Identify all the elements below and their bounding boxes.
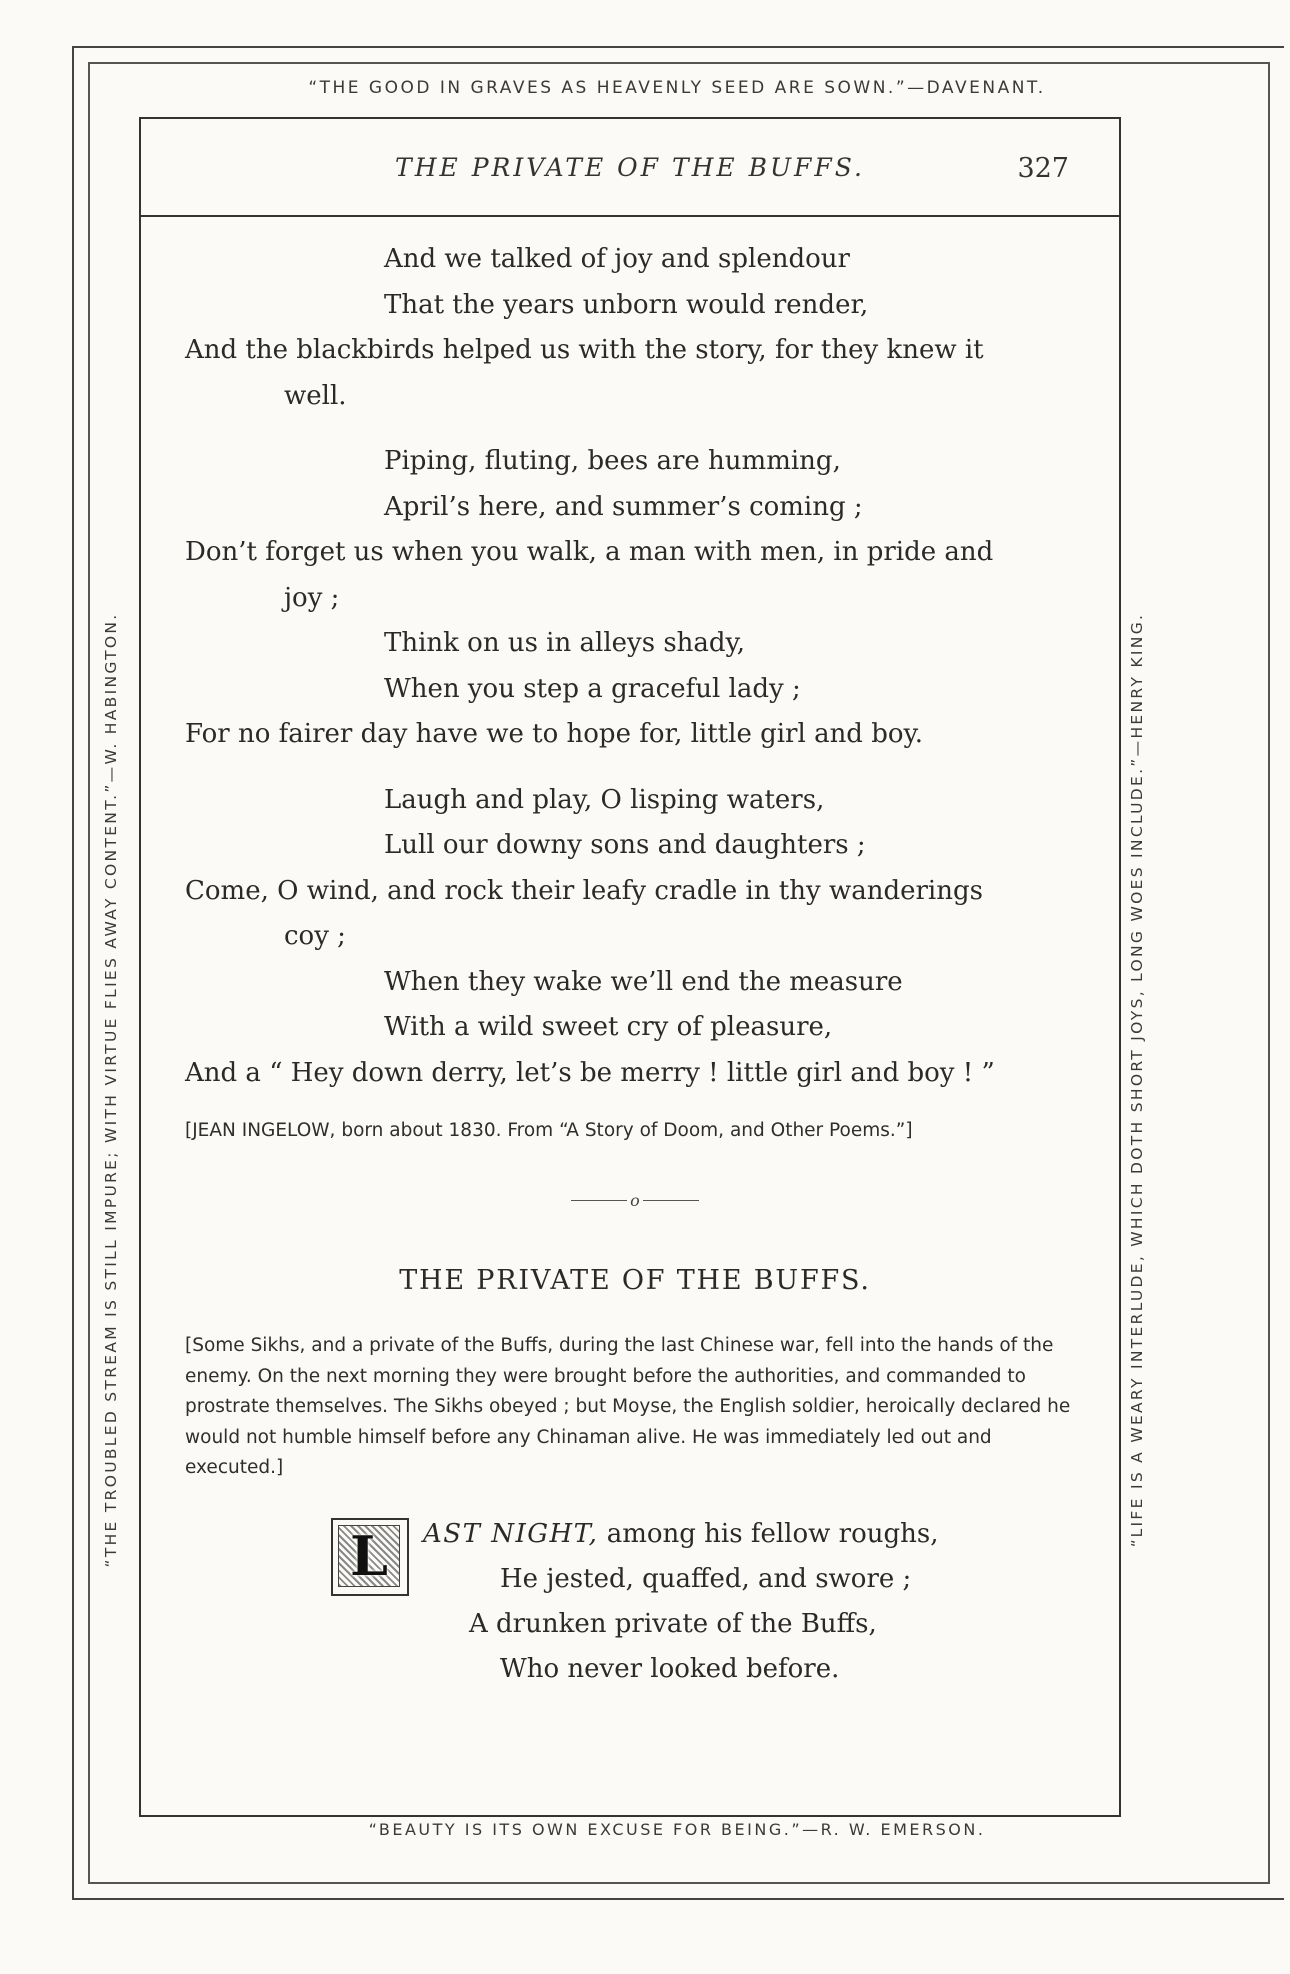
poem-line: A drunken private of the Buffs, bbox=[469, 1608, 877, 1639]
poem-line: Who never looked before. bbox=[500, 1653, 840, 1684]
left-margin-quote: “THE TROUBLED STREAM IS STILL IMPURE; WITH VIRTUE FLIES AWAY CONTENT.”—W. HABINGTON. bbox=[102, 612, 120, 1568]
separator-mark: o bbox=[630, 1191, 640, 1210]
drop-cap-letter: L bbox=[350, 1523, 388, 1588]
separator-rule-right bbox=[643, 1200, 699, 1201]
running-head bbox=[141, 119, 1119, 217]
section-title: THE PRIVATE OF THE BUFFS. bbox=[399, 1264, 871, 1296]
poem-line: And a “ Hey down derry, let’s be merry ! little girl and boy ! ” bbox=[185, 1057, 995, 1088]
poem-line: Laugh and play, O lisping waters, bbox=[384, 784, 825, 815]
separator-rule-left bbox=[571, 1200, 627, 1201]
running-title: THE PRIVATE OF THE BUFFS. bbox=[395, 153, 865, 182]
drop-cap-ornament bbox=[331, 1518, 409, 1596]
stanza-3 bbox=[185, 778, 1085, 1097]
poem-line: And we talked of joy and splendour bbox=[384, 244, 850, 274]
poem-line: For no fairer day have we to hope for, little girl and boy. bbox=[185, 719, 924, 749]
poem-line: He jested, quaffed, and swore ; bbox=[500, 1563, 912, 1594]
poem-line: Don’t forget us when you walk, a man with men, in pride and bbox=[185, 537, 994, 567]
poem-line: Lull our downy sons and daughters ; bbox=[384, 830, 866, 860]
stanza-2 bbox=[185, 439, 1085, 758]
right-margin-quote: “LIFE IS A WEARY INTERLUDE, WHICH DOTH SHORT JOYS, LONG WOES INCLUDE.”—HENRY KING. bbox=[1128, 612, 1146, 1548]
poem-line: That the years unborn would render, bbox=[384, 289, 869, 320]
first-line-rest: among his fellow roughs, bbox=[598, 1518, 939, 1549]
poem-line: When they wake we’ll end the measure bbox=[384, 966, 903, 997]
first-words-caps: AST NIGHT, bbox=[423, 1518, 599, 1549]
section-separator bbox=[185, 1178, 1085, 1224]
poem-2 bbox=[185, 1512, 1085, 1692]
poem-line: When you step a graceful lady ; bbox=[384, 673, 801, 704]
section-headnote: [Some Sikhs, and a private of the Buffs, during the last Chinese war, fell into the hands of the enemy. On the next morning they were brought before the authorities, and commanded to prostrate themselves. The Sikhs obeyed ; but Moyse, the English soldier, heroically declared he would not humble himself before any Chinaman alive. He was immediately led out and executed.] bbox=[185, 1335, 1071, 1478]
drop-cap-pattern bbox=[338, 1525, 400, 1587]
poem-line: joy ; bbox=[284, 582, 340, 613]
text-block bbox=[139, 117, 1121, 1817]
poem-line: Piping, fluting, bees are humming, bbox=[384, 446, 841, 476]
page-content bbox=[185, 237, 1085, 1692]
poem-line: well. bbox=[284, 380, 347, 411]
poem-line: coy ; bbox=[284, 921, 346, 951]
poem-line: April’s here, and summer’s coming ; bbox=[384, 491, 863, 522]
poem-line: With a wild sweet cry of pleasure, bbox=[384, 1012, 833, 1042]
poem-attribution: [JEAN INGELOW, born about 1830. From “A Story of Doom, and Other Poems.”] bbox=[185, 1120, 913, 1141]
top-margin-quote: “THE GOOD IN GRAVES AS HEAVENLY SEED ARE SOWN.”—DAVENANT. bbox=[308, 78, 1046, 98]
bottom-margin-quote: “BEAUTY IS ITS OWN EXCUSE FOR BEING.”—R. W. EMERSON. bbox=[368, 1820, 986, 1839]
poem-line: Come, O wind, and rock their leafy cradle in thy wanderings bbox=[185, 875, 983, 906]
page-number: 327 bbox=[1017, 153, 1069, 184]
poem-line bbox=[423, 1512, 938, 1558]
poem-line: Think on us in alleys shady, bbox=[384, 628, 746, 658]
stanza-1 bbox=[185, 237, 1085, 419]
poem-line: And the blackbirds helped us with the story, for they knew it bbox=[185, 335, 984, 365]
